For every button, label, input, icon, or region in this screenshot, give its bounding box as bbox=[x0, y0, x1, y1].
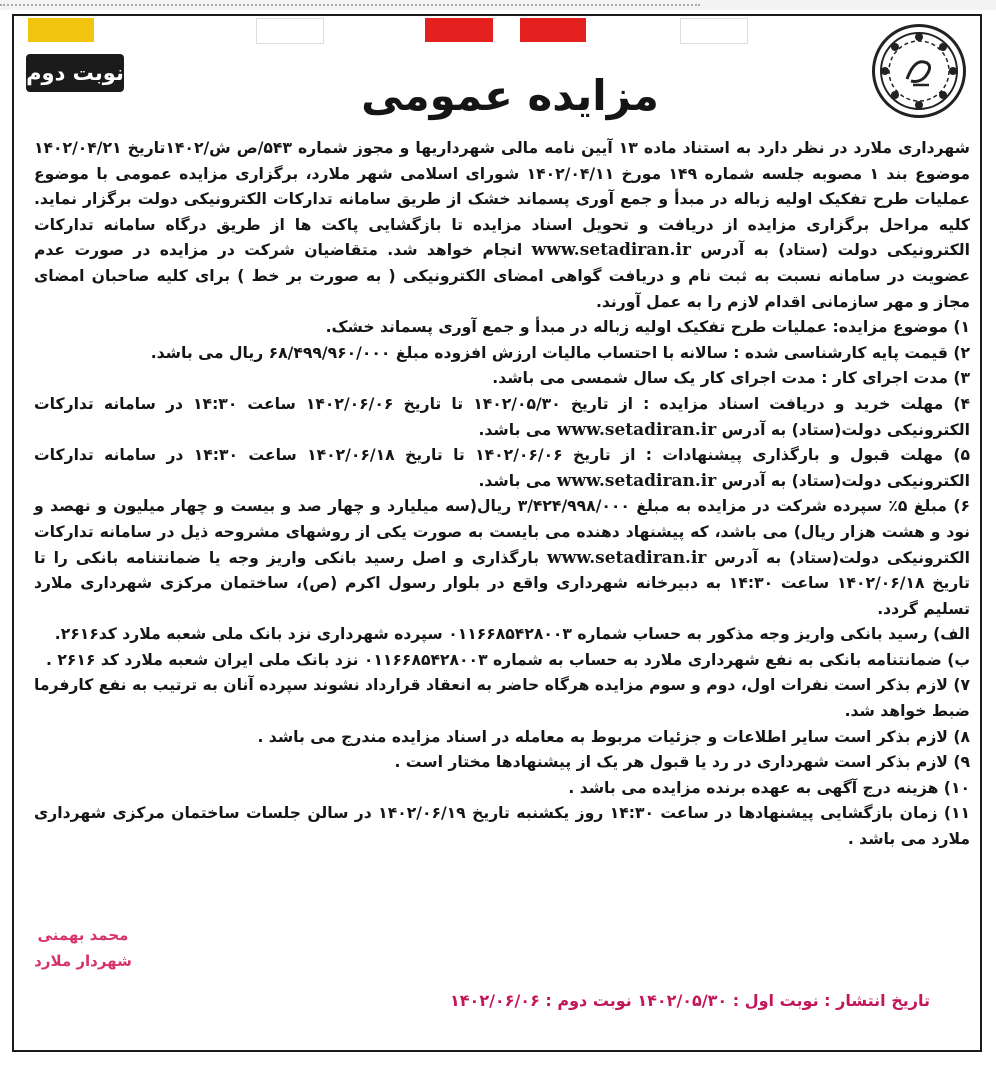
intro-text: شهرداری ملارد در نظر دارد به استناد ماده ۱۳ آیین نامه مالی شهرداریها و مجوز شماره ۵۴۳/ص ش/۱۴۰۲تاریخ ۱۴۰۲/۰۴/۲۱ موضوع بند ۱ مصوبه جلسه شماره ۱۴۹ مورخ ۱۴۰۲/۰۴/۱۱ شورای اسلامی شهر ملارد، برگزاری مزایده عمومی با موضوع عملیات طرح تفکیک اولیه زباله در مبدأ و جمع آوری پسماند خشک از طریق سامانه تدارکات الکترونیکی دولت برگزار نماید. کلیه مراحل برگزاری مزایده از دریافت و تحویل اسناد مزایده تا بازگشایی پاکت ها از طریق درگاه سامانه تدارکات الکترونیکی دولت (ستاد) به آدرس bbox=[34, 139, 970, 260]
color-bar-red-2 bbox=[520, 18, 586, 42]
publication-dates: تاریخ انتشار : نوبت اول : ۱۴۰۲/۰۵/۳۰ نوبت دوم : ۱۴۰۲/۰۶/۰۶ bbox=[450, 991, 930, 1010]
item-3: ۳) مدت اجرای کار : مدت اجرای کار یک سال شمسی می باشد. bbox=[492, 369, 970, 388]
round-badge: نوبت دوم bbox=[26, 54, 124, 92]
municipality-seal-icon bbox=[872, 24, 966, 118]
item-6-option-alef: الف) رسید بانکی واریز وجه مذکور به حساب شماره ۰۱۱۶۶۸۵۴۲۸۰۰۳ سپرده شهرداری نزد بانک ملی شعبه ملارد کد۲۶۱۶. bbox=[54, 625, 970, 644]
item-6-tail: بارگذاری و اصل رسید بانکی واریز وجه یا ضمانتنامه بانکی را تا تاریخ ۱۴۰۲/۰۶/۱۸ ساعت ۱۴:۳۰ به دبیرخانه شهرداری واقع در بلوار رسول اکرم (ص)، ساختمان مرکزی شهرداری ملارد تسلیم گردد. bbox=[34, 548, 970, 618]
item-5 bbox=[34, 443, 970, 494]
color-bar-red bbox=[425, 18, 493, 42]
item-4 bbox=[34, 392, 970, 443]
signatory-name: محمد بهمنی bbox=[37, 926, 129, 944]
item-8: ۸) لازم بذکر است سایر اطلاعات و جزئیات مربوط به معامله در اسناد مزایده مندرج می باشد . bbox=[257, 727, 970, 746]
item-6-text: ۶) مبلغ ۵٪ سپرده شرکت در مزایده به مبلغ ۳/۴۲۴/۹۹۸/۰۰۰ ریال(سه میلیارد و چهار صد و بیست و چهار میلیون و نهصد و نود و هشت هزار ریال) می باشد، که پیشنهاد دهنده می بایست به صورت یکی از روشهای مشروحه ذیل در سامانه تدارکات الکترونیکی دولت(ستاد) به آدرس bbox=[34, 497, 970, 567]
item-11: ۱۱) زمان بازگشایی پیشنهادها در ساعت ۱۴:۳۰ روز یکشنبه تاریخ ۱۴۰۲/۰۶/۱۹ در سالن جلسات ساختمان مرکزی شهرداری ملارد می باشد . bbox=[34, 804, 971, 849]
setadiran-link[interactable]: www.setadiran.ir bbox=[531, 240, 691, 261]
setadiran-link[interactable]: www.setadiran.ir bbox=[547, 547, 707, 568]
page-title: مزایده عمومی bbox=[361, 71, 659, 120]
intro-paragraph bbox=[34, 136, 970, 315]
item-7: ۷) لازم بذکر است نفرات اول، دوم و سوم مزایده هرگاه حاضر به انعقاد قرارداد نشوند سپرده آنان به ترتیب به نفع کارفرما ضبط خواهد شد. bbox=[34, 676, 970, 721]
item-6-option-be: ب) ضمانتنامه بانکی به نفع شهرداری ملارد به حساب به شماره ۰۱۱۶۶۸۵۴۲۸۰۰۳ نزد بانک ملی ایران شعبه ملارد کد ۲۶۱۶ . bbox=[46, 650, 970, 669]
signatory-role: شهردار ملارد bbox=[34, 952, 132, 970]
item-2: ۲) قیمت پایه کارشناسی شده : سالانه با احتساب مالیات ارزش افزوده مبلغ ۶۸/۴۹۹/۹۶۰/۰۰۰ ریال می باشد. bbox=[150, 343, 970, 362]
item-5-tail: می باشد. bbox=[478, 471, 552, 490]
signature-block bbox=[28, 922, 138, 974]
item-4-text: ۴) مهلت خرید و دریافت اسناد مزایده : از تاریخ ۱۴۰۲/۰۵/۳۰ تا تاریخ ۱۴۰۲/۰۶/۰۶ ساعت ۱۴:۳۰ در سامانه تدارکات الکترونیکی دولت(ستاد) به آدرس bbox=[34, 394, 970, 439]
item-9: ۹) لازم بذکر است شهرداری در رد یا قبول هر یک از پیشنهادها مختار است . bbox=[394, 753, 970, 772]
color-bar-yellow bbox=[28, 18, 94, 42]
notice-body bbox=[34, 136, 970, 853]
color-bar-white-2 bbox=[680, 18, 748, 44]
color-bar-white bbox=[256, 18, 324, 44]
item-5-text: ۵) مهلت قبول و بارگذاری پیشنهادات : از تاریخ ۱۴۰۲/۰۶/۰۶ تا تاریخ ۱۴۰۲/۰۶/۱۸ ساعت ۱۴:۳۰ در سامانه تدارکات الکترونیکی دولت(ستاد) به آدرس bbox=[34, 446, 971, 490]
intro-tail-text: انجام خواهد شد. متقاضیان شرکت در مزایده در صورت عدم عضویت در سامانه نسبت به ثبت نام و دریافت گواهی امضای الکترونیکی ( به صورت بر خط ) برای کلیه صاحبان امضای مجاز و مهر سازمانی اقدام لازم را به عمل آورند. bbox=[34, 241, 970, 311]
item-6 bbox=[34, 494, 970, 622]
setadiran-link[interactable]: www.setadiran.ir bbox=[556, 419, 717, 440]
item-1: ۱) موضوع مزایده: عملیات طرح تفکیک اولیه زباله در مبدأ و جمع آوری پسماند خشک. bbox=[325, 318, 970, 337]
item-4-tail: می باشد. bbox=[478, 420, 552, 439]
top-strip bbox=[0, 0, 996, 10]
item-10: ۱۰) هزینه درج آگهی به عهده برنده مزایده می باشد . bbox=[568, 778, 970, 797]
setadiran-link[interactable]: www.setadiran.ir bbox=[556, 470, 717, 491]
